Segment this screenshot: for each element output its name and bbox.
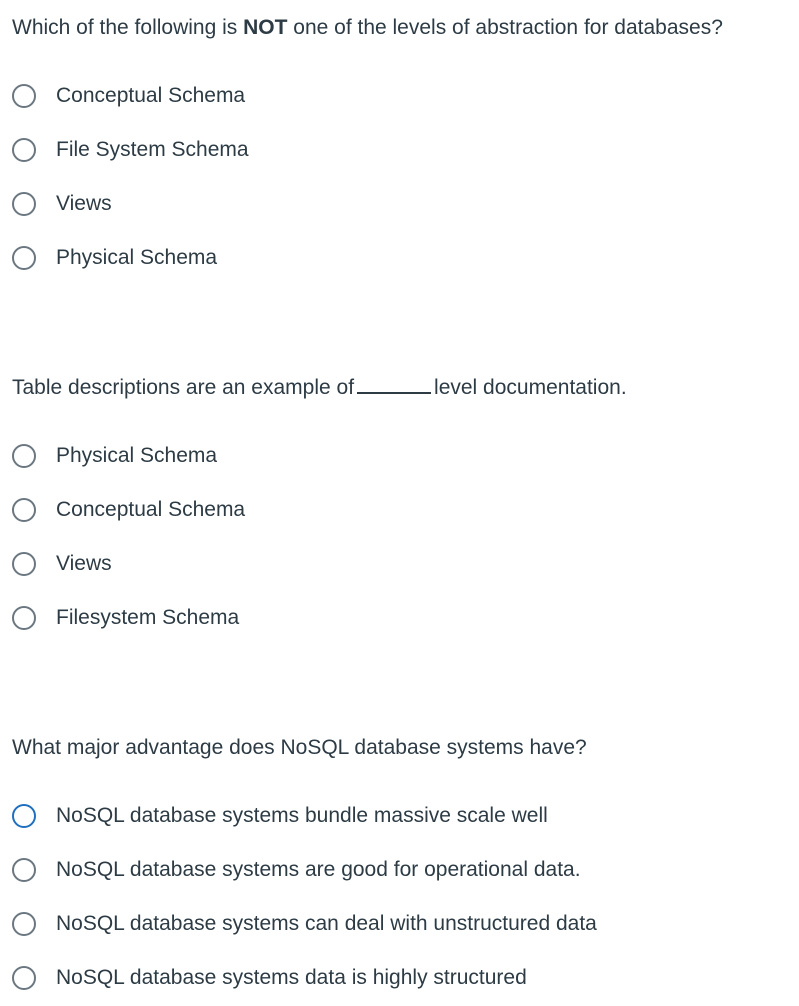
radio-button[interactable] xyxy=(12,912,36,936)
question-3-prompt: What major advantage does NoSQL database systems have? xyxy=(12,736,587,759)
question-3-options xyxy=(0,790,799,1006)
fill-in-blank xyxy=(357,374,431,394)
answer-option[interactable] xyxy=(0,952,799,1006)
answer-option[interactable] xyxy=(0,178,799,232)
radio-button[interactable] xyxy=(12,138,36,162)
answer-label[interactable]: Filesystem Schema xyxy=(56,606,240,629)
answer-option[interactable] xyxy=(0,430,799,484)
answer-label[interactable]: NoSQL database systems bundle massive scale well xyxy=(56,804,548,827)
radio-button[interactable] xyxy=(12,444,36,468)
answer-option[interactable] xyxy=(0,484,799,538)
question-2-prompt: Table descriptions are an example of level documentation. xyxy=(12,376,627,399)
question-1-prompt: Which of the following is NOT one of the levels of abstraction for databases? xyxy=(12,16,723,39)
answer-option[interactable] xyxy=(0,844,799,898)
answer-label[interactable]: Views xyxy=(56,192,112,215)
radio-button[interactable] xyxy=(12,192,36,216)
radio-button[interactable] xyxy=(12,966,36,990)
answer-option[interactable] xyxy=(0,898,799,952)
radio-button[interactable] xyxy=(12,246,36,270)
answer-label[interactable]: Conceptual Schema xyxy=(56,498,246,521)
question-2-options xyxy=(0,430,799,646)
radio-button[interactable] xyxy=(12,84,36,108)
answer-option[interactable] xyxy=(0,70,799,124)
answer-label[interactable]: Views xyxy=(56,552,112,575)
radio-button[interactable] xyxy=(12,858,36,882)
question-1-emphasis: NOT xyxy=(243,16,288,39)
radio-button[interactable] xyxy=(12,498,36,522)
answer-option[interactable] xyxy=(0,124,799,178)
answer-label[interactable]: Physical Schema xyxy=(56,246,218,269)
answer-label[interactable]: NoSQL database systems data is highly structured xyxy=(56,966,527,989)
answer-label[interactable]: NoSQL database systems are good for operational data. xyxy=(56,858,581,881)
question-1-options xyxy=(0,70,799,286)
answer-label[interactable]: File System Schema xyxy=(56,138,249,161)
answer-label[interactable]: Conceptual Schema xyxy=(56,84,246,107)
answer-option[interactable] xyxy=(0,790,799,844)
answer-label[interactable]: NoSQL database systems can deal with unstructured data xyxy=(56,912,597,935)
answer-option[interactable] xyxy=(0,592,799,646)
radio-button[interactable] xyxy=(12,804,36,828)
radio-button[interactable] xyxy=(12,606,36,630)
answer-label[interactable]: Physical Schema xyxy=(56,444,218,467)
radio-button[interactable] xyxy=(12,552,36,576)
answer-option[interactable] xyxy=(0,232,799,286)
answer-option[interactable] xyxy=(0,538,799,592)
